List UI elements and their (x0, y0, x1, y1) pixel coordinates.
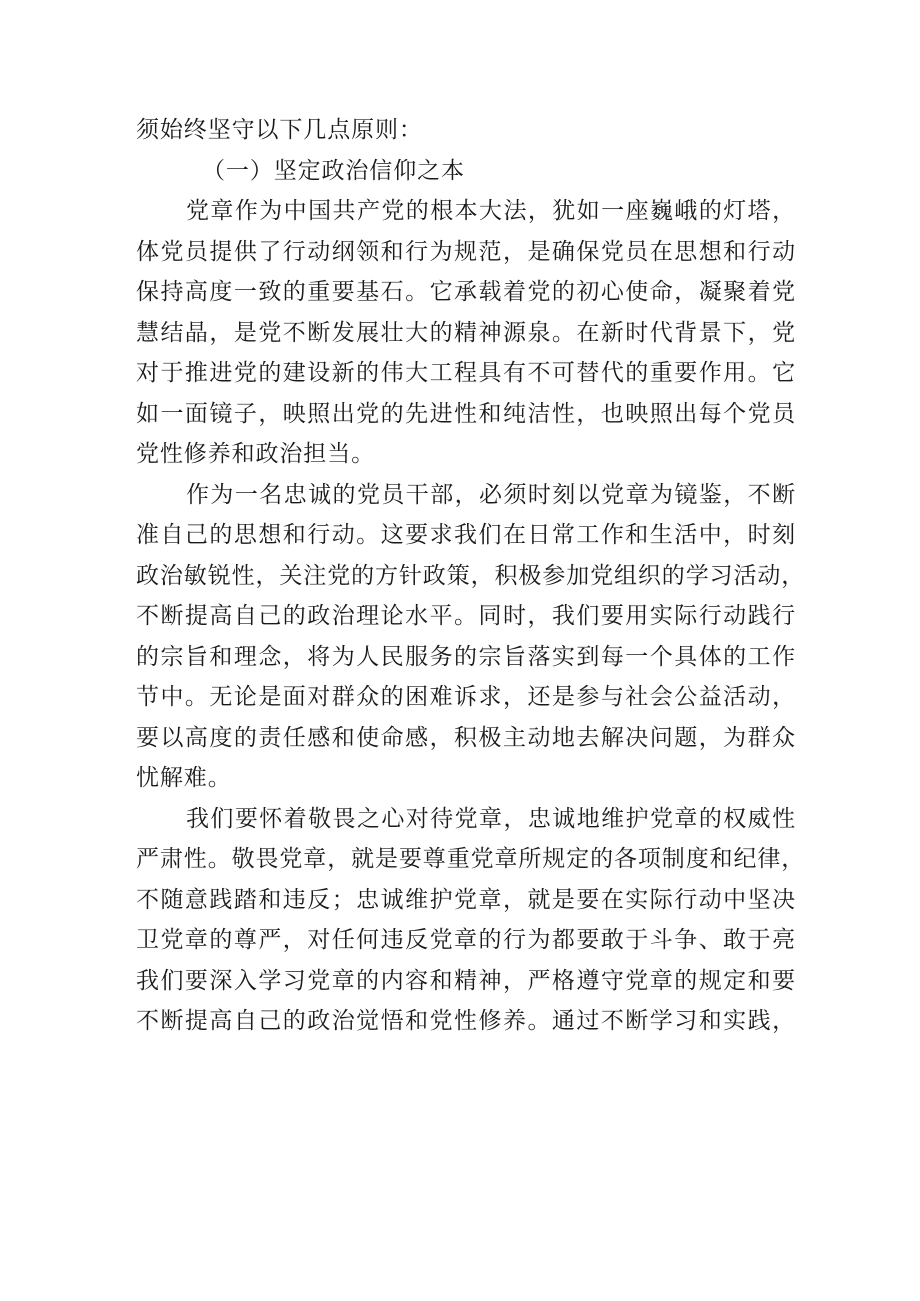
section-heading: （一）坚定政治信仰之本 (202, 157, 465, 184)
text-line: 党章作为中国共产党的根本大法，犹如一座巍峨的灯塔， (186, 198, 796, 224)
text-line: 我们要怀着敬畏之心对待党章，忠诚地维护党章的权威性 (186, 805, 796, 832)
text-line: 对于推进党的建设新的伟大工程具有不可替代的重要作用。它 (136, 360, 796, 386)
text-line: 不断提高自己的政治理论水平。同时，我们要用实际行动践行 (136, 603, 796, 629)
text-line: 准自己的思想和行动。这要求我们在日常工作和生活中，时刻 (136, 522, 796, 548)
text-line: 慧结晶，是党不断发展壮大的精神源泉。在新时代背景下，党 (136, 319, 796, 346)
text-line: 卫党章的尊严，对任何违反党章的行为都要敢于斗争、敢于亮 (136, 927, 796, 953)
text-line: 作为一名忠诚的党员干部，必须时刻以党章为镜鉴，不断 (186, 481, 796, 508)
text-line: 党性修养和政治担当。 (136, 441, 375, 467)
text-line: 我们要深入学习党章的内容和精神，严格遵守党章的规定和要 (136, 967, 796, 994)
text-line: 如一面镜子，映照出党的先进性和纯洁性，也映照出每个党员 (136, 400, 796, 427)
body-text (136, 110, 806, 1042)
text-line: 保持高度一致的重要基石。它承载着党的初心使命，凝聚着党 (136, 279, 796, 305)
text-line: 体党员提供了行动纲领和行为规范，是确保党员在思想和行动 (136, 238, 796, 265)
text-line: 严肃性。敬畏党章，就是要尊重党章所规定的各项制度和纪律， (136, 846, 806, 872)
text-line: 须始终坚守以下几点原则： (136, 117, 423, 143)
text-line: 政治敏锐性，关注党的方针政策，积极参加党组织的学习活动， (136, 562, 806, 589)
text-line: 不随意践踏和违反；忠诚维护党章，就是要在实际行动中坚决 (136, 886, 796, 913)
text-line: 要以高度的责任感和使命感，积极主动地去解决问题，为群众 (136, 724, 796, 751)
text-line: 不断提高自己的政治觉悟和党性修养。通过不断学习和实践， (136, 1008, 796, 1034)
text-line: 的宗旨和理念，将为人民服务的宗旨落实到每一个具体的工作 (136, 643, 796, 670)
text-line: 忧解难。 (136, 765, 232, 791)
text-line: 节中。无论是面对群众的困难诉求，还是参与社会公益活动， (136, 684, 796, 710)
